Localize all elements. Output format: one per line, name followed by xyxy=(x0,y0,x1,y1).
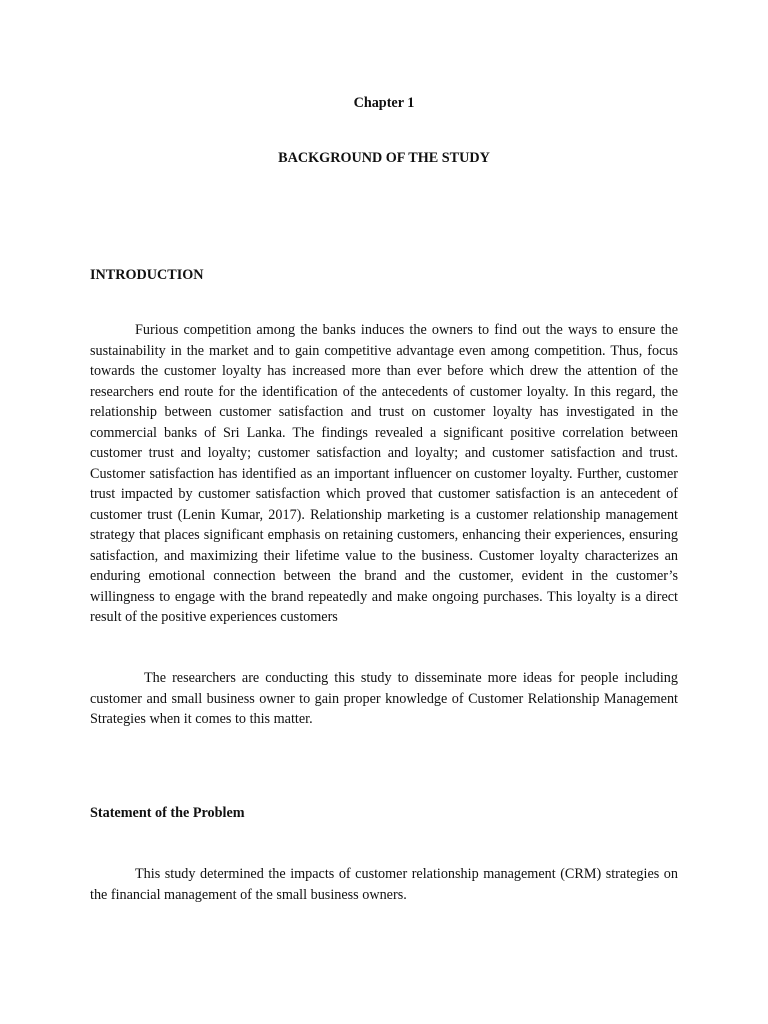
introduction-paragraph-1: Furious competition among the banks induces the owners to find out the ways to ensure the sustainability in the market and to gain competitive advantage even among competition. Thus, focus towards the customer loyalty has increased more than ever before which drew the attention of the researchers end route for the identification of the antecedents of customer loyalty. In this regard, the relationship between customer satisfaction and trust on customer loyalty has investigated in the commercial banks of Sri Lanka. The findings revealed a significant positive correlation between customer trust and loyalty; customer satisfaction and loyalty; and customer satisfaction and trust. Customer satisfaction has identified as an important influencer on customer loyalty. Further, customer trust impacted by customer satisfaction which proved that customer satisfaction is an antecedent of customer trust (Lenin Kumar, 2017). Relationship marketing is a customer relationship management strategy that places significant emphasis on retaining customers, enhancing their experiences, ensuring satisfaction, and maximizing their lifetime value to the business. Customer loyalty characterizes an enduring emotional connection between the brand and the customer, evident in the customer’s willingness to engage with the brand repeatedly and make ongoing purchases. This loyalty is a direct result of the positive experiences customers xyxy=(90,322,678,625)
statement-of-problem-paragraph: This study determined the impacts of customer relationship management (CRM) strategies on the financial management of the small business owners. xyxy=(90,866,678,903)
statement-of-problem-heading: Statement of the Problem xyxy=(90,805,245,821)
chapter-label: Chapter 1 xyxy=(353,95,415,111)
introduction-paragraph-2: The researchers are conducting this study to disseminate more ideas for people including customer and small business owner to gain proper knowledge of Customer Relationship Management Strategies when it comes to this matter. xyxy=(90,670,678,727)
chapter-title: BACKGROUND OF THE STUDY xyxy=(278,150,490,166)
introduction-heading: INTRODUCTION xyxy=(90,267,204,283)
